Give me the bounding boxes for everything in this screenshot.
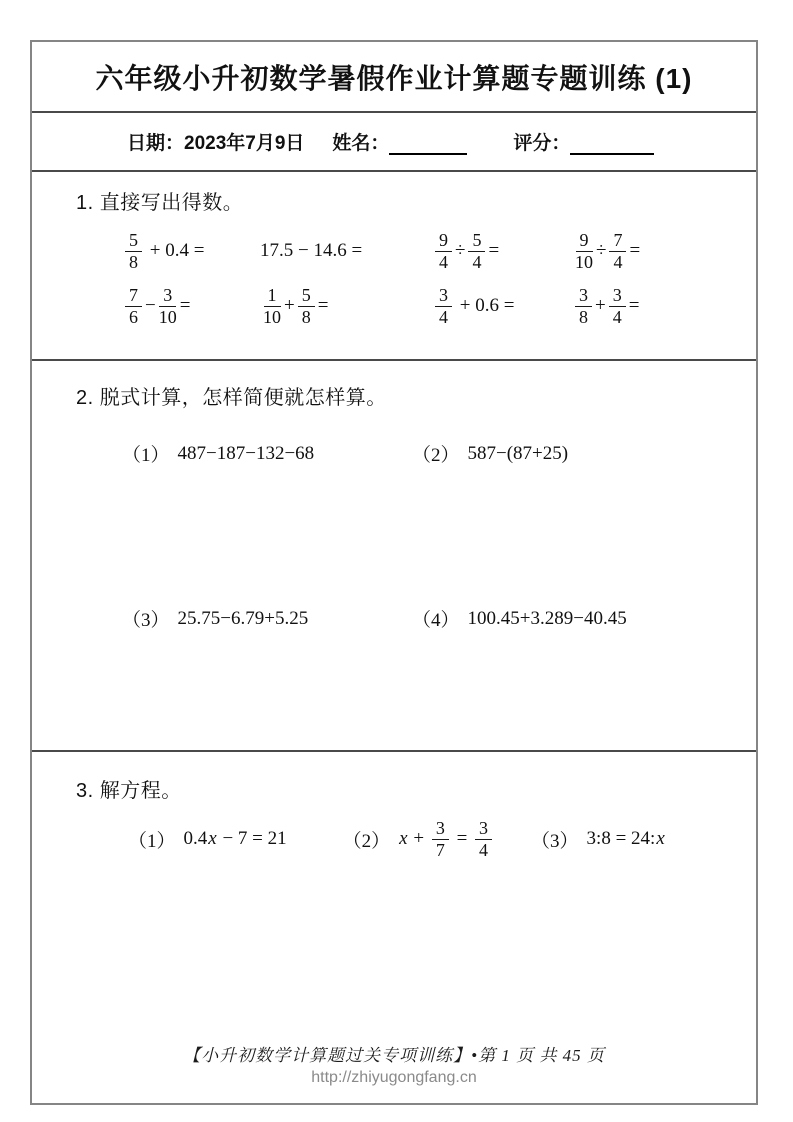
- math-expression: $\frac{1}{10}$ + $\frac{5}{8}$ =: [263, 284, 329, 327]
- section-1: [32, 172, 756, 361]
- section-3-heading: 3. 解方程。: [76, 780, 182, 802]
- math-expression: 0.4 x − 7 = 21: [183, 828, 287, 850]
- fraction: $\frac{3}{4}$: [475, 819, 492, 860]
- meta-cell: [32, 113, 756, 172]
- problem-label: （3）: [122, 610, 170, 631]
- section-1-problem-grid: [122, 231, 756, 327]
- fraction: $\frac{3}{4}$: [609, 286, 626, 327]
- math-expression: $\frac{7}{6}$ − $\frac{3}{10}$ =: [122, 286, 260, 327]
- score-blank-line: [570, 133, 654, 155]
- page-footer: [32, 1041, 756, 1087]
- fraction: $\frac{1}{10}$: [263, 284, 281, 327]
- problem: [412, 605, 756, 632]
- problem: [122, 605, 412, 632]
- math-expression: x + $\frac{3}{7}$ = $\frac{3}{4}$: [398, 819, 495, 860]
- math-expression: $\frac{9}{4}$ ÷ $\frac{5}{4}$ =: [432, 231, 572, 272]
- problem: [531, 826, 666, 853]
- score-label: 评分：: [513, 133, 571, 154]
- problem-label: （4）: [412, 610, 460, 631]
- section-2-heading: 2. 脱式计算，怎样简便就怎样算。: [76, 387, 387, 409]
- problem: [412, 440, 756, 467]
- problem-label: （2）: [412, 445, 460, 466]
- fraction: $\frac{7}{6}$: [125, 286, 142, 327]
- fraction: $\frac{3}{8}$: [575, 286, 592, 327]
- section-2: [32, 361, 756, 752]
- problem: [122, 440, 412, 467]
- section-1-heading: 1. 直接写出得数。: [76, 192, 244, 214]
- date-label: 日期：2023年7月9日: [127, 133, 305, 154]
- math-expression: 587−(87+25): [467, 442, 569, 464]
- problem: [343, 819, 495, 860]
- math-expression: $\frac{3}{4}$ + 0.6 =: [432, 286, 572, 327]
- problem-label: （3）: [531, 830, 579, 852]
- problem-label: （1）: [128, 830, 176, 852]
- section-3-problem-row: [128, 819, 756, 860]
- fraction: $\frac{5}{8}$: [298, 286, 315, 327]
- math-expression: $\frac{9}{10}$ ÷ $\frac{7}{4}$ =: [575, 230, 641, 272]
- title-cell: [32, 42, 756, 113]
- math-expression: $\frac{5}{8}$ + 0.4 =: [122, 231, 260, 272]
- name-label: 姓名：: [332, 133, 390, 154]
- fraction: $\frac{3}{4}$: [435, 286, 452, 327]
- section-3: [32, 752, 756, 1103]
- fraction: $\frac{5}{4}$: [468, 231, 485, 272]
- math-expression: $\frac{3}{8}$ + $\frac{3}{4}$ =: [572, 286, 756, 327]
- footer-series-and-page: 【小升初数学计算题过关专项训练】•第 1 页 共 45 页: [183, 1046, 605, 1065]
- section-2-problem-row-1: [122, 440, 756, 467]
- problem-label: （2）: [342, 830, 391, 852]
- problem: [128, 826, 287, 853]
- fraction: $\frac{9}{4}$: [435, 231, 452, 272]
- fraction: $\frac{3}{10}$: [158, 284, 177, 327]
- worksheet-frame: [30, 40, 758, 1105]
- math-expression: 3:8 = 24: x: [586, 828, 665, 850]
- math-expression: 17.5 − 14.6 =: [260, 240, 363, 262]
- fraction: $\frac{5}{8}$: [125, 231, 142, 272]
- fraction: $\frac{7}{4}$: [609, 231, 626, 272]
- name-blank-line: [389, 133, 467, 155]
- problem-label: （1）: [122, 445, 170, 466]
- math-expression: 100.45+3.289−40.45: [467, 607, 627, 629]
- math-expression: 25.75−6.79+5.25: [177, 607, 309, 629]
- footer-url: http://zhiyugongfang.cn: [311, 1069, 477, 1086]
- section-2-problem-row-2: [122, 605, 756, 632]
- math-expression: 487−187−132−68: [177, 442, 315, 464]
- fraction: $\frac{9}{10}$: [575, 230, 593, 272]
- page-title: 六年级小升初数学暑假作业计算题专题训练 (1): [95, 62, 693, 94]
- fraction: $\frac{3}{7}$: [432, 819, 449, 860]
